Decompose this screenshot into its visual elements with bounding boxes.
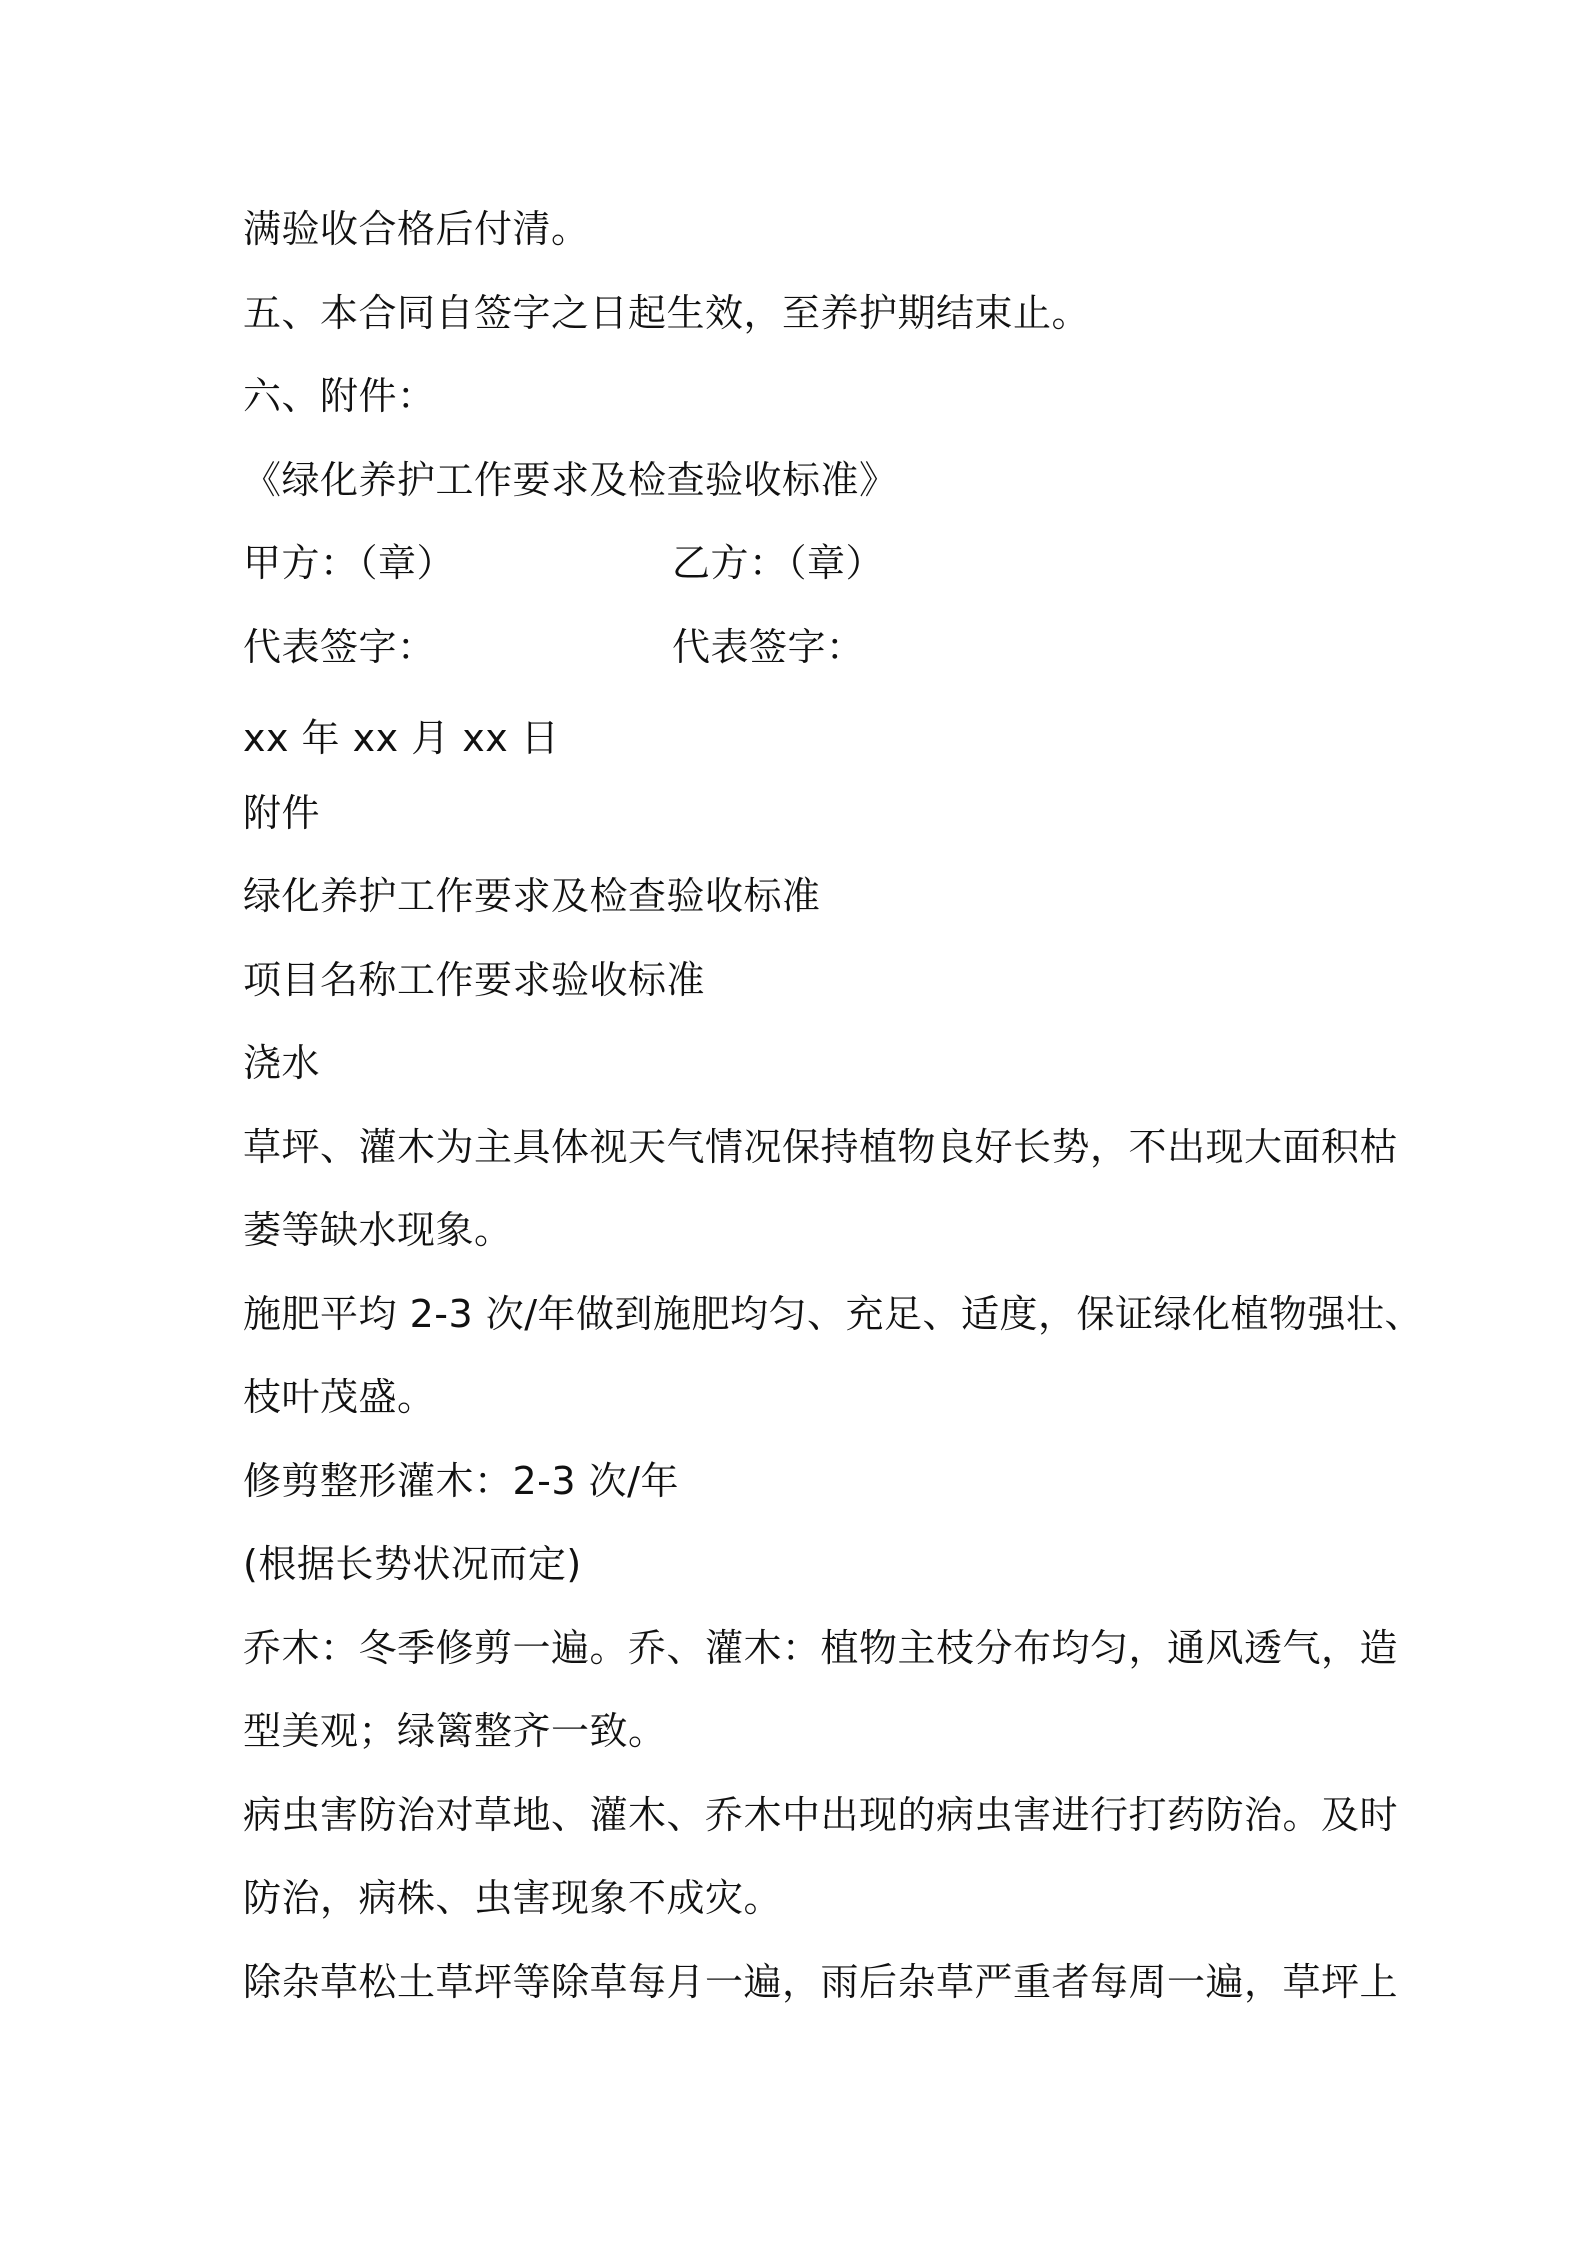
text-line-attachment-title: 《绿化养护工作要求及检查验收标准》 <box>243 458 898 502</box>
pruning-line-2: (根据长势状况而定) <box>243 1542 582 1586</box>
item-watering: 浇水 <box>243 1041 321 1085</box>
watering-desc-line-1: 草坪、灌木为主具体视天气情况保持植物良好长势，不出现大面积枯 <box>243 1125 1399 1169</box>
party-a-seal: 甲方：（章） <box>243 541 456 585</box>
text-line-contract-effective: 五、本合同自签字之日起生效，至养护期结束止。 <box>243 291 1091 335</box>
trees-line-1: 乔木：冬季修剪一遍。乔、灌木：植物主枝分布均匀，通风透气，造 <box>243 1626 1399 1670</box>
weeding-line-1: 除杂草松土草坪等除草每月一遍，雨后杂草严重者每周一遍，草坪上 <box>243 1960 1399 2004</box>
party-b-seal: 乙方：（章） <box>672 541 885 585</box>
fertilizing-line-1: 施肥平均 2-3 次/年做到施肥均匀、充足、适度，保证绿化植物强壮、 <box>243 1292 1424 1336</box>
date-line: xx 年 xx 月 xx 日 <box>243 716 560 760</box>
attachment-title: 绿化养护工作要求及检查验收标准 <box>243 874 821 918</box>
watering-desc-line-2: 萎等缺水现象。 <box>243 1208 513 1252</box>
party-a-signature: 代表签字： <box>243 625 436 669</box>
attachment-label: 附件 <box>243 791 321 835</box>
table-header-line: 项目名称工作要求验收标准 <box>243 958 706 1002</box>
pruning-line-1: 修剪整形灌木：2-3 次/年 <box>243 1459 679 1503</box>
party-b-signature: 代表签字： <box>672 625 865 669</box>
pest-control-line-1: 病虫害防治对草地、灌木、乔木中出现的病虫害进行打药防治。及时 <box>243 1793 1399 1837</box>
text-line-attachment-heading: 六、附件： <box>243 374 436 418</box>
pest-control-line-2: 防治，病株、虫害现象不成灾。 <box>243 1876 783 1920</box>
trees-line-2: 型美观；绿篱整齐一致。 <box>243 1709 667 1753</box>
fertilizing-line-2: 枝叶茂盛。 <box>243 1375 436 1419</box>
text-line-payment-completion: 满验收合格后付清。 <box>243 207 590 251</box>
